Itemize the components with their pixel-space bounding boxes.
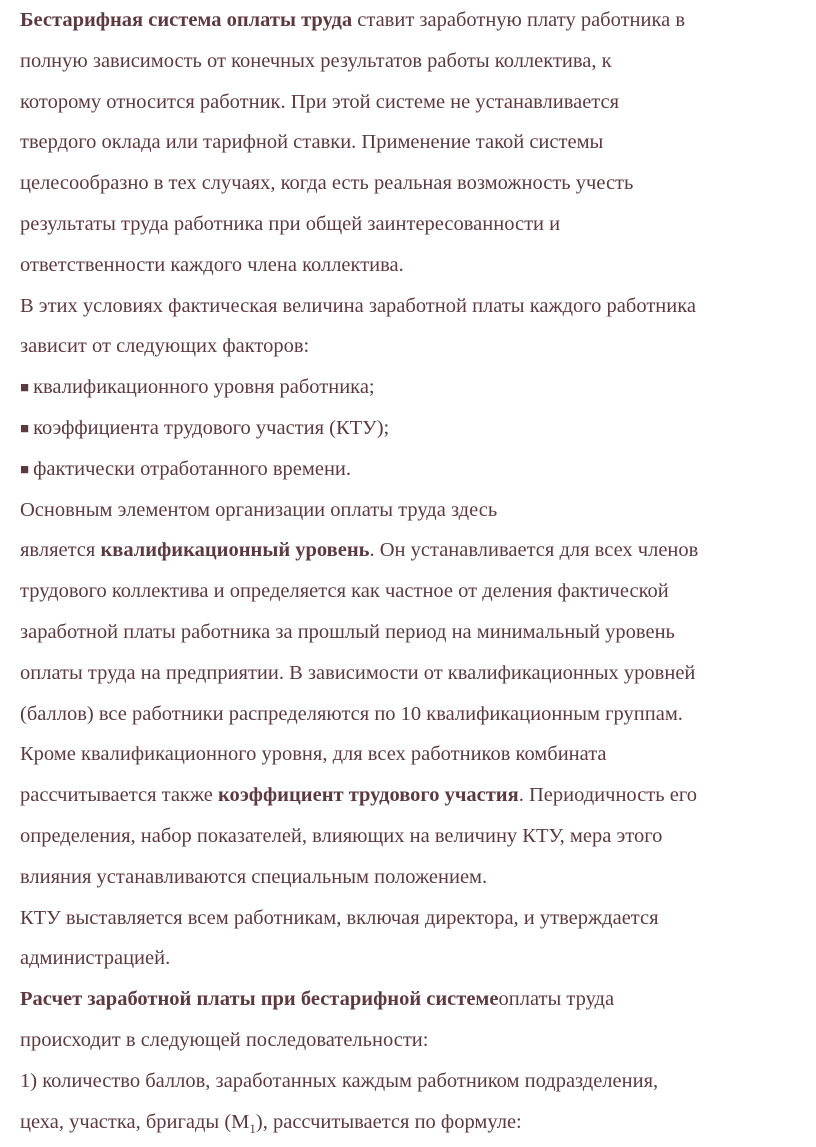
text-run: является	[20, 539, 101, 562]
text-run: ставит заработную плату работника в	[352, 9, 686, 31]
text-line: влияния устанавливаются специальным положением.	[20, 865, 488, 888]
text-line: определения, набор показателей, влияющих на величину КТУ, мера этого	[20, 824, 663, 847]
text-run: цеха, участка, бригады (М	[20, 1110, 250, 1133]
bold-term: Бестарифная система оплаты труда	[20, 9, 353, 31]
text-line: КТУ выставляется всем работникам, включая директора, и утверждается	[20, 906, 659, 929]
text-line: (баллов) все работники распределяются по 10 квалификационным группам.	[20, 702, 683, 725]
document-body	[20, 0, 810, 1142]
text-line: Кроме квалификационного уровня, для всех работников комбината	[20, 743, 607, 766]
text-line	[20, 1102, 810, 1143]
text-line: результаты труда работника при общей заинтересованности и	[20, 212, 561, 235]
text-line: которому относится работник. При этой системе не устанавливается	[20, 90, 620, 113]
text-run: оплаты труда	[498, 988, 615, 1011]
bold-term: квалификационный уровень	[100, 539, 370, 562]
paragraph-factors-intro	[20, 286, 810, 368]
paragraph-ktu-approval	[20, 898, 810, 980]
text-line	[20, 775, 810, 816]
paragraph-calculation-sequence	[20, 979, 810, 1061]
list-item-text: коэффициента трудового участия (КТУ);	[33, 416, 390, 439]
text-line: В этих условиях фактическая величина заработной платы каждого работника	[20, 294, 696, 317]
text-run: рассчитывается также	[20, 784, 219, 807]
text-line: оплаты труда на предприятии. В зависимости от квалификационных уровней	[20, 661, 696, 684]
list-item	[20, 367, 810, 408]
list-item	[20, 408, 810, 449]
text-run: . Периодичность его	[518, 784, 697, 807]
subscript: 1	[249, 1120, 256, 1136]
paragraph-tariff-free-system	[20, 0, 810, 286]
text-line	[20, 979, 810, 1020]
bullet-icon: ■	[20, 420, 30, 437]
text-line: целесообразно в тех случаях, когда есть реальная возможность учесть	[20, 172, 634, 195]
text-line: зависит от следующих факторов:	[20, 335, 310, 358]
list-item	[20, 449, 810, 490]
list-item-text: квалификационного уровня работника;	[33, 376, 375, 399]
paragraph-participation-coefficient	[20, 734, 810, 897]
text-line: Основным элементом организации оплаты труда здесь	[20, 498, 498, 521]
text-line: администрацией.	[20, 947, 171, 970]
bullet-icon: ■	[20, 380, 30, 397]
text-line	[20, 530, 810, 571]
factors-list	[20, 367, 810, 489]
text-line: твердого оклада или тарифной ставки. Применение такой системы	[20, 131, 604, 154]
text-line: 1) количество баллов, заработанных каждым работником подразделения,	[20, 1069, 659, 1092]
text-line: ответственности каждого члена коллектива.	[20, 253, 404, 276]
text-run: ), рассчитывается по формуле:	[255, 1110, 522, 1133]
paragraph-qualification-level	[20, 490, 810, 735]
text-line	[20, 0, 810, 41]
text-line: происходит в следующей последовательности:	[20, 1028, 429, 1051]
paragraph-step-one	[20, 1061, 810, 1143]
text-line: трудового коллектива и определяется как частное от деления фактической	[20, 580, 669, 603]
bold-term: Расчет заработной платы при бестарифной системе	[20, 988, 499, 1011]
text-run: . Он устанавливается для всех членов	[369, 539, 699, 562]
bold-term: коэффициент трудового участия	[218, 784, 519, 807]
bullet-icon: ■	[20, 461, 30, 478]
text-line: полную зависимость от конечных результатов работы коллектива, к	[20, 49, 612, 72]
text-line: заработной платы работника за прошлый период на минимальный уровень	[20, 620, 675, 643]
list-item-text: фактически отработанного времени.	[33, 457, 352, 480]
